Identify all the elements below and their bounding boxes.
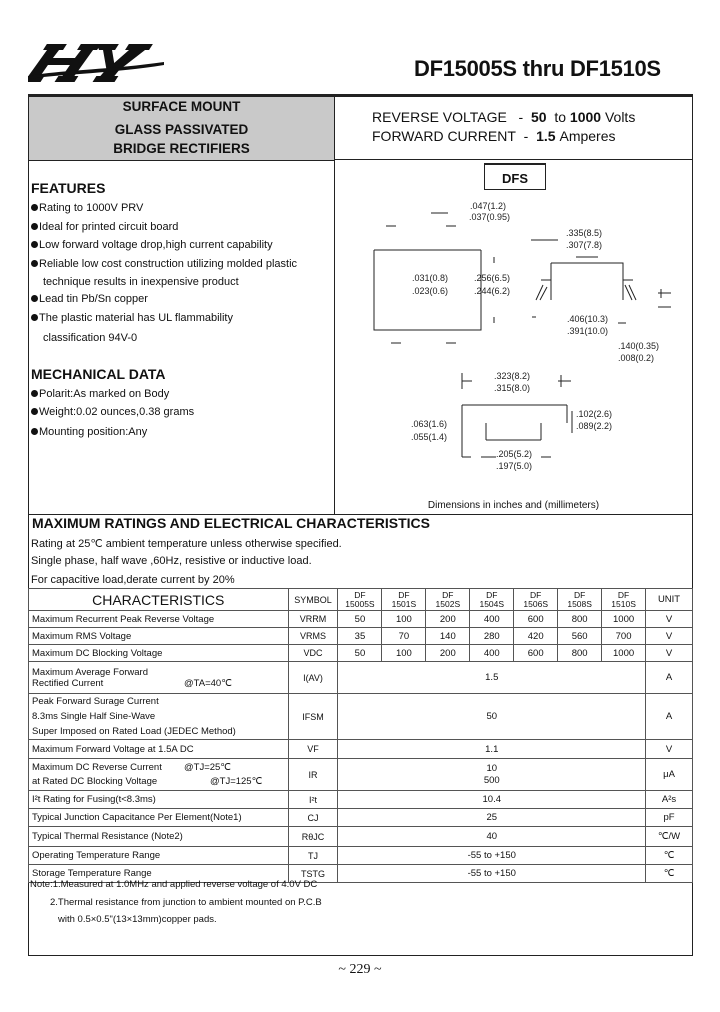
row-symbol: VF <box>288 740 338 759</box>
dimension-label: .315(8.0) <box>494 383 531 393</box>
cell-value: 600 <box>514 645 558 662</box>
dimension-label: .323(8.2) <box>494 371 531 381</box>
dimension-label: .008(0.2) <box>618 353 655 363</box>
bullet-icon <box>31 295 38 302</box>
part-header: DF 1506S <box>514 589 558 611</box>
row-label: Maximum RMS Voltage <box>29 628 289 645</box>
cell-value: 1000 <box>602 611 646 628</box>
characteristics-header: CHARACTERISTICS <box>29 589 289 611</box>
row-label: Storage Temperature Range <box>29 865 289 883</box>
feature-item: Lead tin Pb/Sn copper <box>31 293 148 305</box>
forward-current-rating: FORWARD CURRENT - 1.5 Amperes <box>372 128 616 144</box>
row-symbol: IFSM <box>288 694 338 740</box>
row-symbol: VRMS <box>288 628 338 645</box>
cell-value: 1.5 <box>338 662 646 694</box>
cell-unit: μA <box>646 759 693 791</box>
table-row <box>29 662 693 694</box>
cell-unit: V <box>646 740 693 759</box>
unit-header: UNIT <box>646 589 693 611</box>
divider <box>29 160 334 161</box>
bullet-icon <box>31 390 38 397</box>
mechanical-item: Polarit:As marked on Body <box>31 388 169 400</box>
cell-value: 10 500 <box>338 759 646 791</box>
row-symbol: TJ <box>288 847 338 865</box>
cell-value: 140 <box>426 628 470 645</box>
row-label: Maximum DC Blocking Voltage <box>29 645 289 662</box>
dimension-label: .047(1.2) <box>470 201 507 211</box>
table-row <box>29 740 693 759</box>
row-label: Maximum DC Reverse Current @TJ=25℃ at Rated DC Blocking Voltage @TJ=125℃ <box>29 759 289 791</box>
dimension-label: .205(5.2) <box>496 449 533 459</box>
feature-item: Rating to 1000V PRV <box>31 202 143 214</box>
part-header: DF 1508S <box>558 589 602 611</box>
dimension-label: .055(1.4) <box>411 432 448 442</box>
table-row <box>29 827 693 847</box>
cell-value: 200 <box>426 611 470 628</box>
cell-value: 1000 <box>602 645 646 662</box>
cell-unit: V <box>646 611 693 628</box>
table-header-row <box>29 589 693 611</box>
cell-value: 400 <box>470 645 514 662</box>
cell-value: 40 <box>338 827 646 847</box>
product-type-line: BRIDGE RECTIFIERS <box>113 141 250 156</box>
row-label: Typical Junction Capacitance Per Element(Note1) <box>29 809 289 827</box>
feature-item: Reliable low cost construction utilizing molded plastic <box>31 258 297 270</box>
feature-item: The plastic material has UL flammability <box>31 312 233 324</box>
row-symbol: IR <box>288 759 338 791</box>
row-label: Maximum Average Forward Rectified Current @TA=40℃ <box>29 662 289 694</box>
row-symbol: VRRM <box>288 611 338 628</box>
dimension-label: .256(6.5) <box>474 273 511 283</box>
cell-value: 600 <box>514 611 558 628</box>
dimension-label: .335(8.5) <box>566 228 603 238</box>
row-label: Operating Temperature Range <box>29 847 289 865</box>
row-symbol: I²t <box>288 791 338 809</box>
row-label: Peak Forward Surage Current 8.3ms Single Half Sine-Wave Super Imposed on Rated Load (JEDEC Method) <box>29 694 289 740</box>
dimension-label: .197(5.0) <box>496 461 533 471</box>
mechanical-heading: MECHANICAL DATA <box>31 366 166 382</box>
cell-unit: ℃ <box>646 847 693 865</box>
row-symbol: VDC <box>288 645 338 662</box>
note-line: Note:1.Measured at 1.0MHz and applied reverse voltage of 4.0V DC <box>30 879 318 890</box>
table-row <box>29 847 693 865</box>
cell-value: 400 <box>470 611 514 628</box>
table-row <box>29 645 693 662</box>
row-symbol: RθJC <box>288 827 338 847</box>
bullet-icon <box>31 260 38 267</box>
cell-value: 70 <box>382 628 426 645</box>
cell-value: 50 <box>338 694 646 740</box>
rating-condition: For capacitive load,derate current by 20% <box>31 574 235 586</box>
row-label: Typical Thermal Resistance (Note2) <box>29 827 289 847</box>
mechanical-item: Mounting position:Any <box>31 426 147 438</box>
part-header: DF 15005S <box>338 589 382 611</box>
cell-value: 1.1 <box>338 740 646 759</box>
part-header: DF 1501S <box>382 589 426 611</box>
dimension-label: .037(0.95) <box>469 212 511 222</box>
row-label: Maximum Recurrent Peak Reverse Voltage <box>29 611 289 628</box>
rating-condition: Single phase, half wave ,60Hz, resistive or inductive load. <box>31 555 312 567</box>
page-title: DF15005S thru DF1510S <box>414 56 661 81</box>
dimension-label: .023(0.6) <box>412 286 449 296</box>
cell-value: 700 <box>602 628 646 645</box>
cell-value: -55 to +150 <box>338 847 646 865</box>
cell-value: 800 <box>558 645 602 662</box>
bullet-icon <box>31 204 38 211</box>
cell-value: 800 <box>558 611 602 628</box>
cell-unit: V <box>646 628 693 645</box>
dimension-label: .406(10.3) <box>567 314 609 324</box>
bullet-icon <box>31 428 38 435</box>
bullet-icon <box>31 408 38 415</box>
dimension-label: .063(1.6) <box>411 419 448 429</box>
cell-value: 100 <box>382 611 426 628</box>
part-header: DF 1504S <box>470 589 514 611</box>
row-symbol: CJ <box>288 809 338 827</box>
feature-item: Ideal for printed circuit board <box>31 221 178 233</box>
package-name-box: DFS <box>484 164 546 190</box>
dimension-label: .140(0.35) <box>618 341 660 351</box>
product-type-line: SURFACE MOUNT <box>122 99 241 114</box>
cell-unit: ℃/W <box>646 827 693 847</box>
part-header: DF 1510S <box>602 589 646 611</box>
table-row <box>29 628 693 645</box>
rating-condition: Rating at 25℃ ambient temperature unless otherwise specified. <box>31 538 342 550</box>
table-row <box>29 791 693 809</box>
cell-value: 50 <box>338 645 382 662</box>
dimension-label: .031(0.8) <box>412 273 449 283</box>
part-header: DF 1502S <box>426 589 470 611</box>
table-row <box>29 759 693 791</box>
dimension-label: .089(2.2) <box>576 421 613 431</box>
note-line: 2.Thermal resistance from junction to ambient mounted on P.C.B <box>50 897 322 908</box>
cell-value: 420 <box>514 628 558 645</box>
table-row <box>29 611 693 628</box>
cell-value: -55 to +150 <box>338 865 646 883</box>
product-type-line: GLASS PASSIVATED <box>114 122 249 137</box>
table-row <box>29 694 693 740</box>
package-outline-drawing <box>336 195 691 505</box>
row-label: I²t Rating for Fusing(t<8.3ms) <box>29 791 289 809</box>
cell-unit: ℃ <box>646 865 693 883</box>
cell-value: 10.4 <box>338 791 646 809</box>
bullet-icon <box>31 314 38 321</box>
cell-unit: A <box>646 662 693 694</box>
page-number: ~ 229 ~ <box>338 962 382 977</box>
ratings-table <box>28 588 693 883</box>
dimension-label: .307(7.8) <box>566 240 603 250</box>
dimensions-caption: Dimensions in inches and (millimeters) <box>427 500 600 511</box>
cell-unit: pF <box>646 809 693 827</box>
max-ratings-heading: MAXIMUM RATINGS AND ELECTRICAL CHARACTERISTICS <box>32 515 430 531</box>
feature-item: Low forward voltage drop,high current capability <box>31 239 273 251</box>
bullet-icon <box>31 223 38 230</box>
dimension-label: .391(10.0) <box>567 326 609 336</box>
cell-value: 100 <box>382 645 426 662</box>
cell-value: 50 <box>338 611 382 628</box>
feature-item-continued: technique results in inexpensive product <box>43 276 239 288</box>
bullet-icon <box>31 241 38 248</box>
features-heading: FEATURES <box>31 180 106 196</box>
cell-value: 25 <box>338 809 646 827</box>
row-label: Maximum Forward Voltage at 1.5A DC <box>29 740 289 759</box>
table-row <box>29 809 693 827</box>
symbol-header: SYMBOL <box>288 589 338 611</box>
row-symbol: TSTG <box>288 865 338 883</box>
cell-value: 560 <box>558 628 602 645</box>
cell-unit: V <box>646 645 693 662</box>
mechanical-item: Weight:0.02 ounces,0.38 grams <box>31 406 194 418</box>
cell-value: 200 <box>426 645 470 662</box>
divider <box>335 159 692 160</box>
cell-unit: A <box>646 694 693 740</box>
dimension-label: .244(6.2) <box>474 286 511 296</box>
dimension-label: .102(2.6) <box>576 409 613 419</box>
feature-item-continued: classification 94V-0 <box>43 332 138 344</box>
hy-logo <box>28 40 168 86</box>
note-line: with 0.5×0.5"(13×13mm)copper pads. <box>58 914 217 925</box>
reverse-voltage-rating: REVERSE VOLTAGE - 50 to 1000 Volts <box>372 109 636 125</box>
cell-value: 35 <box>338 628 382 645</box>
cell-unit: A²s <box>646 791 693 809</box>
cell-value: 280 <box>470 628 514 645</box>
row-symbol: I(AV) <box>288 662 338 694</box>
